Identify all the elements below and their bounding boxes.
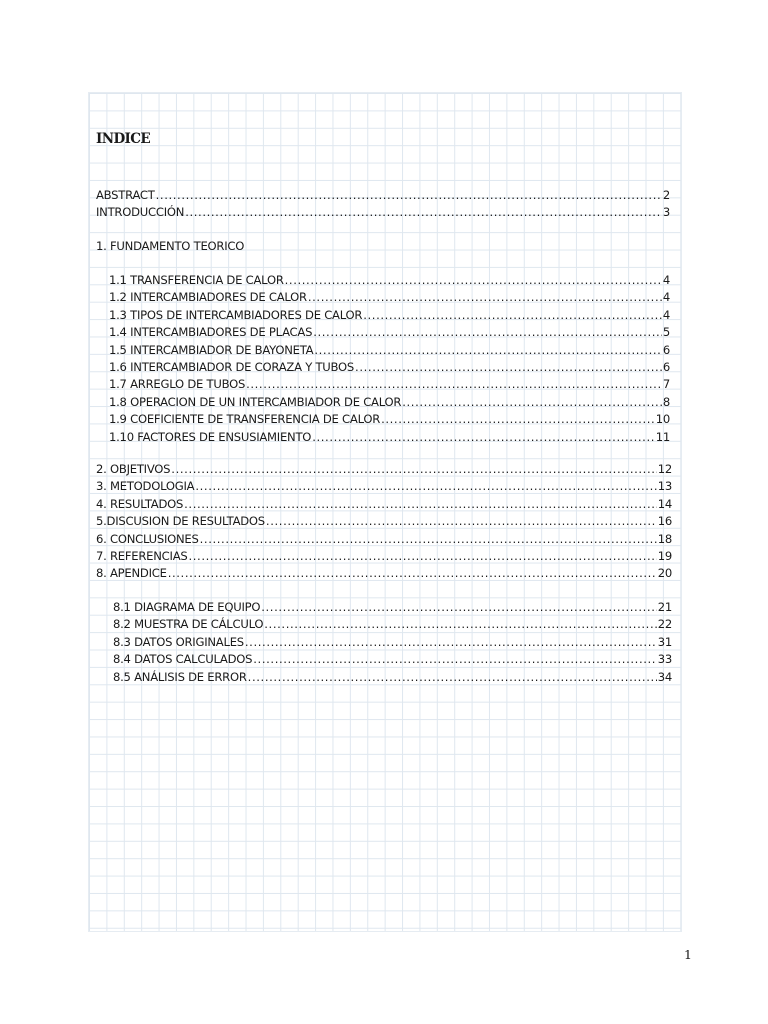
dot-leader [171, 461, 656, 478]
dot-leader [248, 669, 657, 686]
toc-entry [109, 342, 670, 359]
toc-entry-label: 1.8 OPERACION DE UN INTERCAMBIADOR DE CALOR [109, 394, 402, 409]
toc-entry-page: 21 [657, 600, 672, 614]
toc-entry [96, 478, 672, 495]
toc-entry-label: 4. RESULTADOS [96, 496, 184, 511]
toc-entry-label: 1.9 COEFICIENTE DE TRANSFERENCIA DE CALOR [109, 412, 381, 427]
dot-leader [168, 565, 657, 582]
toc-entry [96, 187, 670, 204]
toc-entry-page: 4 [662, 307, 670, 322]
toc-entry-page: 33 [657, 652, 672, 667]
toc-entry-label: 1.10 FACTORES DE ENSUSIAMIENTO [109, 429, 312, 444]
toc-entry [96, 513, 672, 530]
dot-leader [185, 204, 662, 221]
toc-entry-page: 14 [657, 496, 672, 511]
dot-leader [381, 411, 655, 428]
dot-leader [402, 394, 662, 411]
toc-entry [113, 599, 672, 616]
toc-entry [109, 307, 670, 324]
toc-entry-page: 34 [657, 669, 672, 684]
toc-entry-page: 31 [657, 634, 672, 649]
toc-entry-label: 1.5 INTERCAMBIADOR DE BAYONETA [109, 342, 314, 357]
toc-entry-page: 16 [657, 514, 672, 529]
toc-entry-label: 1.2 INTERCAMBIADORES DE CALOR [109, 290, 307, 305]
toc-entry-page: 22 [657, 617, 672, 632]
toc-entry-label: 1.3 TIPOS DE INTERCAMBIADORES DE CALOR [109, 307, 363, 322]
dot-leader [200, 531, 657, 548]
toc-entry [113, 616, 672, 633]
toc-entry-label: ABSTRACT [96, 188, 155, 202]
toc-entry-page: 12 [657, 462, 672, 476]
toc-entry-page: 11 [655, 429, 670, 444]
dot-leader [285, 272, 662, 289]
toc-entry-label: 8.4 DATOS CALCULADOS [113, 652, 253, 667]
toc-entry [113, 651, 672, 668]
dot-leader [355, 359, 662, 376]
toc-entry-page: 6 [662, 360, 670, 374]
toc-entry [96, 204, 670, 221]
toc-entry-label: 6. CONCLUSIONES [96, 531, 199, 546]
toc-entry-page: 10 [655, 412, 670, 427]
dot-leader [308, 289, 662, 306]
toc-entry-page: 13 [657, 479, 672, 494]
toc-entry-page: 8 [662, 394, 670, 409]
toc-entry [96, 461, 672, 478]
toc-entry-label: 5.DISCUSION DE RESULTADOS [96, 514, 265, 529]
toc-entry-label: 1.6 INTERCAMBIADOR DE CORAZA Y TUBOS [109, 360, 355, 374]
toc-entry-page: 4 [662, 273, 670, 287]
dot-leader [313, 324, 662, 341]
toc-entry [109, 429, 670, 446]
toc-entry [96, 496, 672, 513]
toc-entry [109, 411, 670, 428]
toc-entry-label: 1.7 ARREGLO DE TUBOS [109, 377, 246, 392]
dot-leader [253, 651, 656, 668]
toc-entry [109, 272, 670, 289]
dot-leader [156, 187, 662, 204]
dot-leader [314, 342, 662, 359]
toc-entry [96, 531, 672, 548]
toc-entry-page: 20 [657, 566, 672, 581]
toc-entry-label: 8. APENDICE [96, 566, 167, 581]
toc-entry-page: 7 [662, 377, 670, 392]
toc-entry [113, 634, 672, 651]
toc-entry-page: 3 [662, 205, 670, 220]
dot-leader [184, 496, 657, 513]
toc-entry [96, 548, 672, 565]
toc-entry-page: 6 [662, 342, 670, 357]
toc-entry-label: 8.5 ANÁLISIS DE ERROR [113, 669, 247, 684]
dot-leader [245, 634, 657, 651]
dot-leader [188, 548, 656, 565]
dot-leader [264, 616, 656, 633]
toc-entry [96, 565, 672, 582]
toc-entry [109, 289, 670, 306]
toc-entry-page: 2 [662, 188, 670, 202]
dot-leader [266, 513, 657, 530]
page-number: 1 [684, 947, 692, 962]
page-title: INDICE [96, 131, 151, 147]
toc-entry-page: 19 [657, 549, 672, 563]
dot-leader [363, 307, 662, 324]
toc-entry-label: 2. OBJETIVOS [96, 462, 171, 476]
toc-entry [113, 669, 672, 686]
dot-leader [312, 429, 655, 446]
toc-entry-label: 8.3 DATOS ORIGINALES [113, 634, 244, 649]
dot-leader [261, 599, 657, 616]
toc-entry-label: 3. METODOLOGIA [96, 479, 195, 494]
toc-entry [109, 359, 670, 376]
toc-entry-page: 18 [657, 531, 672, 546]
toc-entry-label: 1.4 INTERCAMBIADORES DE PLACAS [109, 325, 313, 340]
toc-entry-page: 4 [662, 290, 670, 305]
toc-entry [109, 376, 670, 393]
toc-entry [109, 394, 670, 411]
dot-leader [246, 376, 662, 393]
toc-entry-label: 1.1 TRANSFERENCIA DE CALOR [109, 273, 284, 287]
toc-entry-page: 5 [662, 325, 670, 340]
toc-entry [109, 324, 670, 341]
toc-entry-label: 8.1 DIAGRAMA DE EQUIPO [113, 600, 261, 614]
dot-leader [195, 478, 656, 495]
toc-entry-label: 7. REFERENCIAS [96, 549, 188, 563]
toc-entry-label: 8.2 MUESTRA DE CÁLCULO [113, 617, 264, 632]
section-heading: 1. FUNDAMENTO TEORICO [96, 239, 245, 253]
toc-entry-label: INTRODUCCIÓN [96, 205, 185, 220]
